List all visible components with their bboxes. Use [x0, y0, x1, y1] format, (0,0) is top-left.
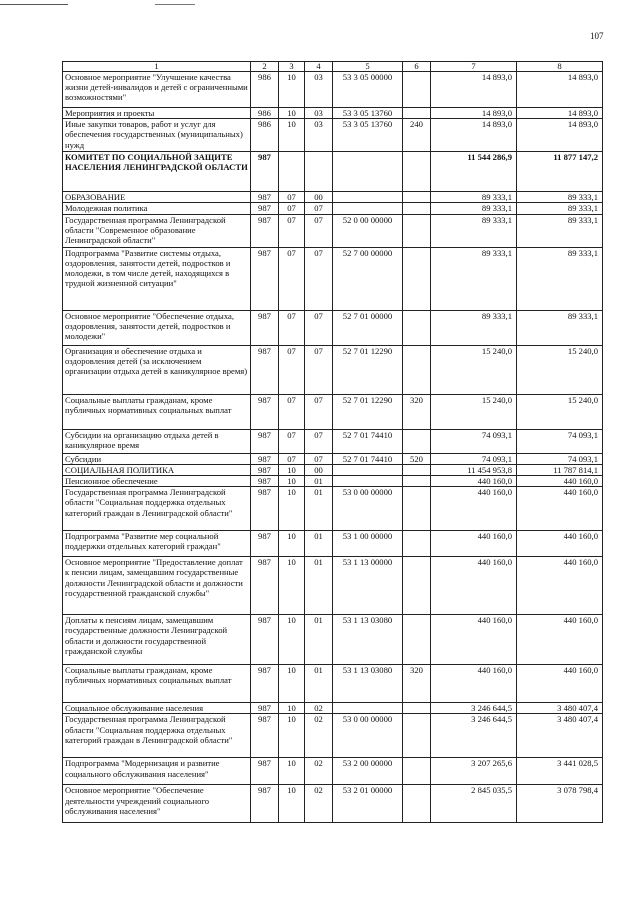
subsection-cell: 07: [305, 203, 333, 214]
amount-year1-cell: 3 246 644,5: [431, 714, 517, 758]
table-row: [63, 785, 603, 823]
table-row: [63, 247, 603, 310]
amount-year1-cell: 89 333,1: [431, 192, 517, 203]
row-name-cell: КОМИТЕТ ПО СОЦИАЛЬНОЙ ЗАЩИТЕ НАСЕЛЕНИЯ ЛЕНИНГРАДСКОЙ ОБЛАСТИ: [63, 152, 251, 192]
scan-edge-line: [155, 4, 195, 5]
row-name-cell: Молодежная политика: [63, 203, 251, 214]
amount-year1-cell: 14 893,0: [431, 108, 517, 119]
section-cell: 10: [279, 72, 305, 108]
expense-type-cell: [403, 557, 431, 615]
amount-year1-cell: 440 160,0: [431, 557, 517, 615]
gp-code-cell: 987: [251, 476, 279, 487]
table-row: [63, 476, 603, 487]
column-header: 2: [251, 62, 279, 72]
row-name-cell: Государственная программа Ленинградской области "Современное образование Ленинградской области": [63, 214, 251, 247]
section-cell: [279, 152, 305, 192]
amount-year1-cell: 3 207 265,6: [431, 758, 517, 785]
amount-year1-cell: 89 333,1: [431, 203, 517, 214]
amount-year2-cell: 14 893,0: [517, 72, 603, 108]
expense-type-cell: [403, 531, 431, 557]
target-article-cell: 52 7 01 12290: [333, 345, 403, 394]
gp-code-cell: 987: [251, 531, 279, 557]
section-cell: 10: [279, 703, 305, 714]
section-cell: 07: [279, 345, 305, 394]
table-row: [63, 108, 603, 119]
table-row: [63, 192, 603, 203]
header-row: [63, 62, 603, 72]
target-article-cell: 53 3 05 13760: [333, 119, 403, 152]
gp-code-cell: 987: [251, 429, 279, 453]
gp-code-cell: 987: [251, 152, 279, 192]
table-row: [63, 214, 603, 247]
section-cell: 07: [279, 203, 305, 214]
gp-code-cell: 987: [251, 487, 279, 531]
subsection-cell: 03: [305, 119, 333, 152]
table-row: [63, 703, 603, 714]
row-name-cell: Подпрограмма "Развитие мер социальной поддержки отдельных категорий граждан": [63, 531, 251, 557]
gp-code-cell: 987: [251, 345, 279, 394]
subsection-cell: 07: [305, 394, 333, 429]
amount-year2-cell: 74 093,1: [517, 429, 603, 453]
table-row: [63, 758, 603, 785]
amount-year2-cell: 89 333,1: [517, 310, 603, 345]
table-row: [63, 345, 603, 394]
row-name-cell: Мероприятия и проекты: [63, 108, 251, 119]
amount-year1-cell: 89 333,1: [431, 247, 517, 310]
expense-type-cell: [403, 345, 431, 394]
target-article-cell: [333, 464, 403, 475]
gp-code-cell: 986: [251, 72, 279, 108]
expense-type-cell: [403, 785, 431, 823]
expense-type-cell: 320: [403, 394, 431, 429]
expense-type-cell: [403, 214, 431, 247]
row-name-cell: Социальное обслуживание населения: [63, 703, 251, 714]
section-cell: 07: [279, 394, 305, 429]
gp-code-cell: 987: [251, 557, 279, 615]
subsection-cell: 07: [305, 310, 333, 345]
amount-year2-cell: 15 240,0: [517, 394, 603, 429]
subsection-cell: 07: [305, 453, 333, 464]
table-row: [63, 394, 603, 429]
expense-type-cell: [403, 487, 431, 531]
subsection-cell: 01: [305, 531, 333, 557]
amount-year1-cell: 89 333,1: [431, 310, 517, 345]
table-row: [63, 714, 603, 758]
row-name-cell: Основное мероприятие "Обеспечение деятельности учреждений социального обслуживания населения": [63, 785, 251, 823]
subsection-cell: [305, 152, 333, 192]
section-cell: 07: [279, 214, 305, 247]
subsection-cell: 01: [305, 615, 333, 665]
expense-type-cell: [403, 310, 431, 345]
amount-year1-cell: 2 845 035,5: [431, 785, 517, 823]
amount-year1-cell: 15 240,0: [431, 345, 517, 394]
expense-type-cell: [403, 203, 431, 214]
amount-year2-cell: 89 333,1: [517, 214, 603, 247]
table-row: [63, 203, 603, 214]
amount-year2-cell: 15 240,0: [517, 345, 603, 394]
gp-code-cell: 987: [251, 714, 279, 758]
gp-code-cell: 987: [251, 665, 279, 703]
row-name-cell: СОЦИАЛЬНАЯ ПОЛИТИКА: [63, 464, 251, 475]
row-name-cell: Подпрограмма "Модернизация и развитие социального обслуживания населения": [63, 758, 251, 785]
amount-year1-cell: 3 246 644,5: [431, 703, 517, 714]
amount-year2-cell: 14 893,0: [517, 119, 603, 152]
target-article-cell: 52 7 01 74410: [333, 453, 403, 464]
table-row: [63, 615, 603, 665]
gp-code-cell: 987: [251, 453, 279, 464]
row-name-cell: Основное мероприятие "Обеспечение отдыха, оздоровления, занятости детей, подростков и молодежи": [63, 310, 251, 345]
row-name-cell: Субсидии: [63, 453, 251, 464]
table-row: [63, 665, 603, 703]
row-name-cell: Организация и обеспечение отдыха и оздоровления детей (за исключением организации отдыха детей в каникулярное время): [63, 345, 251, 394]
target-article-cell: 52 7 01 12290: [333, 394, 403, 429]
section-cell: 10: [279, 785, 305, 823]
target-article-cell: 52 7 01 74410: [333, 429, 403, 453]
subsection-cell: 07: [305, 247, 333, 310]
table-row: [63, 531, 603, 557]
subsection-cell: 03: [305, 108, 333, 119]
amount-year2-cell: 3 441 028,5: [517, 758, 603, 785]
table-row: [63, 152, 603, 192]
page-number: 107: [590, 31, 604, 41]
row-name-cell: Государственная программа Ленинградской области "Социальная поддержка отдельных категорий граждан в Ленинградской области": [63, 487, 251, 531]
amount-year2-cell: 74 093,1: [517, 453, 603, 464]
column-header: 7: [431, 62, 517, 72]
subsection-cell: 01: [305, 665, 333, 703]
amount-year2-cell: 440 160,0: [517, 665, 603, 703]
amount-year2-cell: 440 160,0: [517, 615, 603, 665]
section-cell: 10: [279, 615, 305, 665]
gp-code-cell: 987: [251, 203, 279, 214]
section-cell: 10: [279, 665, 305, 703]
section-cell: 07: [279, 453, 305, 464]
amount-year2-cell: 89 333,1: [517, 192, 603, 203]
amount-year1-cell: 14 893,0: [431, 72, 517, 108]
row-name-cell: Основное мероприятие "Улучшение качества жизни детей-инвалидов и детей с ограниченными возможностями": [63, 72, 251, 108]
amount-year2-cell: 14 893,0: [517, 108, 603, 119]
target-article-cell: 53 1 13 03080: [333, 615, 403, 665]
target-article-cell: 53 1 13 00000: [333, 557, 403, 615]
row-name-cell: Доплаты к пенсиям лицам, замещавшим государственные должности Ленинградской области и должности государственной гражданской службы: [63, 615, 251, 665]
gp-code-cell: 987: [251, 394, 279, 429]
target-article-cell: 53 1 13 03080: [333, 665, 403, 703]
amount-year2-cell: 11 787 814,1: [517, 464, 603, 475]
table-row: [63, 487, 603, 531]
amount-year1-cell: 440 160,0: [431, 665, 517, 703]
subsection-cell: 00: [305, 464, 333, 475]
subsection-cell: 02: [305, 714, 333, 758]
amount-year2-cell: 3 480 407,4: [517, 703, 603, 714]
section-cell: 10: [279, 487, 305, 531]
section-cell: 07: [279, 310, 305, 345]
section-cell: 10: [279, 758, 305, 785]
amount-year1-cell: 11 454 953,8: [431, 464, 517, 475]
row-name-cell: Социальные выплаты гражданам, кроме публичных нормативных социальных выплат: [63, 394, 251, 429]
row-name-cell: Подпрограмма "Развитие системы отдыха, оздоровления, занятости детей, подростков и молодежи, в том числе детей, находящихся в трудной жизненной ситуации": [63, 247, 251, 310]
table-row: [63, 557, 603, 615]
target-article-cell: 53 2 00 00000: [333, 758, 403, 785]
column-header: 3: [279, 62, 305, 72]
subsection-cell: 07: [305, 214, 333, 247]
gp-code-cell: 987: [251, 192, 279, 203]
table-row: [63, 464, 603, 475]
target-article-cell: 53 2 01 00000: [333, 785, 403, 823]
amount-year2-cell: 89 333,1: [517, 247, 603, 310]
target-article-cell: [333, 152, 403, 192]
column-header: 8: [517, 62, 603, 72]
expense-type-cell: [403, 429, 431, 453]
budget-table: [62, 61, 603, 823]
section-cell: 10: [279, 108, 305, 119]
section-cell: 10: [279, 476, 305, 487]
amount-year1-cell: 89 333,1: [431, 214, 517, 247]
expense-type-cell: [403, 714, 431, 758]
expense-type-cell: [403, 108, 431, 119]
subsection-cell: 03: [305, 72, 333, 108]
expense-type-cell: [403, 703, 431, 714]
expense-type-cell: [403, 464, 431, 475]
target-article-cell: 52 7 01 00000: [333, 310, 403, 345]
target-article-cell: 52 7 00 00000: [333, 247, 403, 310]
section-cell: 07: [279, 429, 305, 453]
target-article-cell: [333, 476, 403, 487]
gp-code-cell: 986: [251, 119, 279, 152]
amount-year1-cell: 74 093,1: [431, 429, 517, 453]
row-name-cell: Иные закупки товаров, работ и услуг для обеспечения государственных (муниципальных) нужд: [63, 119, 251, 152]
amount-year1-cell: 440 160,0: [431, 476, 517, 487]
expense-type-cell: 240: [403, 119, 431, 152]
target-article-cell: [333, 203, 403, 214]
amount-year1-cell: 74 093,1: [431, 453, 517, 464]
table-row: [63, 72, 603, 108]
target-article-cell: 53 1 00 00000: [333, 531, 403, 557]
subsection-cell: 01: [305, 476, 333, 487]
column-header: 5: [333, 62, 403, 72]
expense-type-cell: [403, 72, 431, 108]
expense-type-cell: [403, 247, 431, 310]
amount-year2-cell: 440 160,0: [517, 557, 603, 615]
section-cell: 07: [279, 192, 305, 203]
table-row: [63, 310, 603, 345]
expense-type-cell: [403, 758, 431, 785]
amount-year2-cell: 440 160,0: [517, 487, 603, 531]
amount-year2-cell: 3 078 798,4: [517, 785, 603, 823]
amount-year1-cell: 15 240,0: [431, 394, 517, 429]
gp-code-cell: 987: [251, 758, 279, 785]
gp-code-cell: 987: [251, 703, 279, 714]
row-name-cell: Государственная программа Ленинградской области "Социальная поддержка отдельных категорий граждан в Ленинградской области": [63, 714, 251, 758]
section-cell: 10: [279, 464, 305, 475]
row-name-cell: Пенсионное обеспечение: [63, 476, 251, 487]
amount-year2-cell: 3 480 407,4: [517, 714, 603, 758]
expense-type-cell: [403, 152, 431, 192]
target-article-cell: [333, 192, 403, 203]
row-name-cell: Субсидии на организацию отдыха детей в каникулярное время: [63, 429, 251, 453]
gp-code-cell: 987: [251, 214, 279, 247]
table-row: [63, 453, 603, 464]
amount-year1-cell: 11 544 286,9: [431, 152, 517, 192]
subsection-cell: 02: [305, 785, 333, 823]
amount-year1-cell: 440 160,0: [431, 487, 517, 531]
subsection-cell: 00: [305, 192, 333, 203]
section-cell: 10: [279, 714, 305, 758]
row-name-cell: Основное мероприятие "Предоставление доплат к пенсии лицам, замещавшим государственные должности Ленинградской области и должности государственной гражданской службы": [63, 557, 251, 615]
gp-code-cell: 987: [251, 247, 279, 310]
subsection-cell: 01: [305, 487, 333, 531]
gp-code-cell: 987: [251, 464, 279, 475]
subsection-cell: 02: [305, 703, 333, 714]
column-header: 4: [305, 62, 333, 72]
amount-year1-cell: 14 893,0: [431, 119, 517, 152]
gp-code-cell: 987: [251, 615, 279, 665]
expense-type-cell: [403, 615, 431, 665]
target-article-cell: 53 0 00 00000: [333, 487, 403, 531]
gp-code-cell: 987: [251, 310, 279, 345]
table-row: [63, 119, 603, 152]
amount-year2-cell: 11 877 147,2: [517, 152, 603, 192]
section-cell: 10: [279, 557, 305, 615]
gp-code-cell: 986: [251, 108, 279, 119]
target-article-cell: 53 3 05 13760: [333, 108, 403, 119]
amount-year1-cell: 440 160,0: [431, 615, 517, 665]
column-header: 1: [63, 62, 251, 72]
subsection-cell: 01: [305, 557, 333, 615]
amount-year2-cell: 89 333,1: [517, 203, 603, 214]
expense-type-cell: [403, 192, 431, 203]
target-article-cell: 52 0 00 00000: [333, 214, 403, 247]
table-row: [63, 429, 603, 453]
row-name-cell: Социальные выплаты гражданам, кроме публичных нормативных социальных выплат: [63, 665, 251, 703]
expense-type-cell: [403, 476, 431, 487]
subsection-cell: 07: [305, 345, 333, 394]
expense-type-cell: 320: [403, 665, 431, 703]
subsection-cell: 07: [305, 429, 333, 453]
target-article-cell: 53 3 05 00000: [333, 72, 403, 108]
scan-edge-line: [0, 4, 68, 5]
target-article-cell: 53 0 00 00000: [333, 714, 403, 758]
amount-year2-cell: 440 160,0: [517, 476, 603, 487]
expense-type-cell: 520: [403, 453, 431, 464]
section-cell: 10: [279, 119, 305, 152]
section-cell: 07: [279, 247, 305, 310]
amount-year2-cell: 440 160,0: [517, 531, 603, 557]
gp-code-cell: 987: [251, 785, 279, 823]
column-header: 6: [403, 62, 431, 72]
section-cell: 10: [279, 531, 305, 557]
subsection-cell: 02: [305, 758, 333, 785]
target-article-cell: [333, 703, 403, 714]
amount-year1-cell: 440 160,0: [431, 531, 517, 557]
row-name-cell: ОБРАЗОВАНИЕ: [63, 192, 251, 203]
